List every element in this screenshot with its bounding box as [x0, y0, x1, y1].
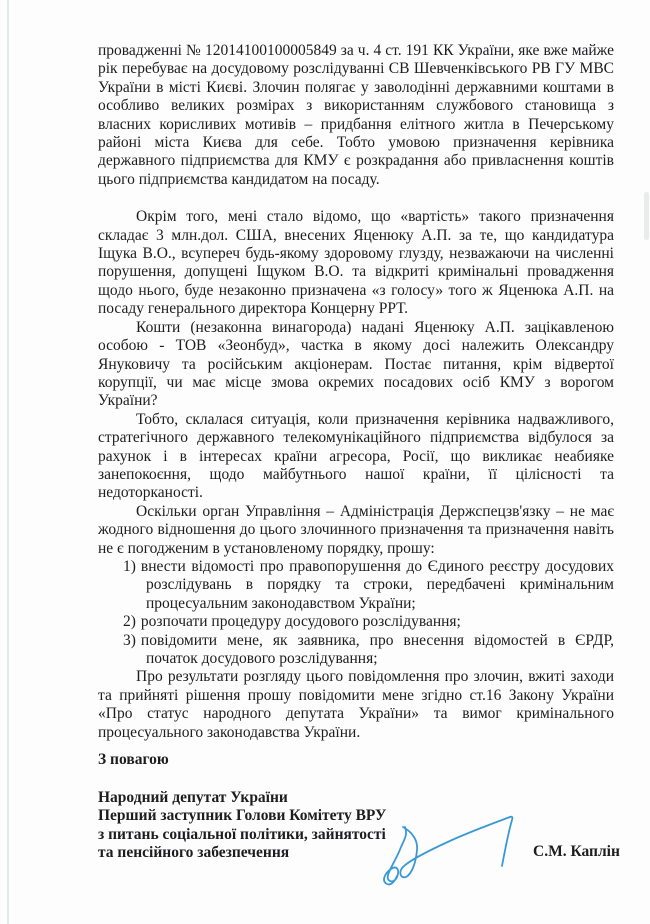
- body-paragraph: Окрім того, мені стало відомо, що «вартість» такого призначення складає 3 млн.дол. США, внесених Яценюку А.П. за те, що кандидатура Іщука В.О., всупереч будь-якому здоровому глузду, незважаючи на численні порушення, допущені Іщуком В.О. та відкриті кримінальні провадження щодо нього, буде незаконно призначена «з голосу» того ж Яценюка А.П. на посаду генерального директора Концерну РРТ.: [98, 208, 614, 318]
- list-item: [98, 613, 614, 631]
- list-item-text: внести відомості про правопорушення до Єдиного реєстру досудових розслідувань в порядку та строки, передбачені кримінальним процесуальним законодавством України;: [140, 557, 614, 612]
- body-paragraph: Кошти (незаконна винагорода) надані Яценюку А.П. зацікавленою особою - ТОВ «Зеонбуд», частка в якому досі належить Олександру Януковичу та російським акціонерам. Постає питання, крім відвертої корупції, чи має місце змова окремих посадових осіб КМУ з ворогом України?: [98, 318, 614, 410]
- signer-name: С.М. Каплін: [533, 843, 620, 860]
- closing-salutation: З повагою: [98, 751, 169, 768]
- signature-title-block: [98, 789, 386, 862]
- scan-artifact: [644, 192, 649, 240]
- list-item: [98, 558, 614, 613]
- list-item-text: розпочати процедуру досудового розслідування;: [140, 613, 461, 631]
- list-item: [98, 632, 614, 669]
- list-item-text: повідомити мене, як заявника, про внесення відомостей в ЄРДР, початок досудового розслідування;: [140, 631, 614, 667]
- body-paragraph: Тобто, склалася ситуація, коли призначення керівника надважливого, стратегічного державного телекомунікаційного підприємства відбулося за рахунок і в інтересах країни агресора, Росії, що викликає неабияке занепокоєння, щодо майбутнього нашої країни, її цілісності та недоторканості.: [98, 410, 614, 502]
- signature-title-line: Народний депутат України: [98, 789, 288, 806]
- list-item-marker: 1): [123, 557, 136, 575]
- scan-edge-line: [7, 0, 9, 924]
- letter-body: [98, 42, 614, 742]
- list-item-marker: 2): [123, 613, 136, 631]
- signature-title-line: Перший заступник Голови Комітету ВРУ: [98, 807, 387, 825]
- signature-title-line: з питань соціальної політики, зайнятості: [98, 825, 386, 843]
- request-list: [98, 558, 614, 668]
- body-paragraph: провадженні № 12014100100005849 за ч. 4 ст. 191 КК України, яке вже майже рік перебуває на досудовому розслідуванні СВ Шевченківського РВ ГУ МВС України в місті Києві. Злочин полягає у заволодінні державними коштами в особливо великих розмірах з використанням службового становища з власних корисливих мотивів – придбання елітного житла в Печерському районі міста Києва для себе. Тобто умовою призначення керівника державного підприємства для КМУ є розкрадання або привласнення коштів цього підприємства кандидатом на посаду.: [98, 42, 614, 188]
- final-paragraph: Про результати розгляду цього повідомлення про злочин, вжиті заходи та прийняті рішення прошу повідомити мене згідно ст.16 Закону України «Про статус народного депутата України» та вимог кримінального процесуального законодавства України.: [98, 668, 614, 741]
- list-item-marker: 3): [123, 631, 136, 649]
- signature-title-line: та пенсійного забезпечення: [98, 843, 290, 861]
- body-paragraph: Оскільки орган Управління – Адміністрація Держспецзв'язку – не має жодного відношення до цього злочинного призначення та призначення навіть не є погодженим в установленому порядку, прошу:: [98, 502, 614, 557]
- signature-ink: [382, 778, 522, 890]
